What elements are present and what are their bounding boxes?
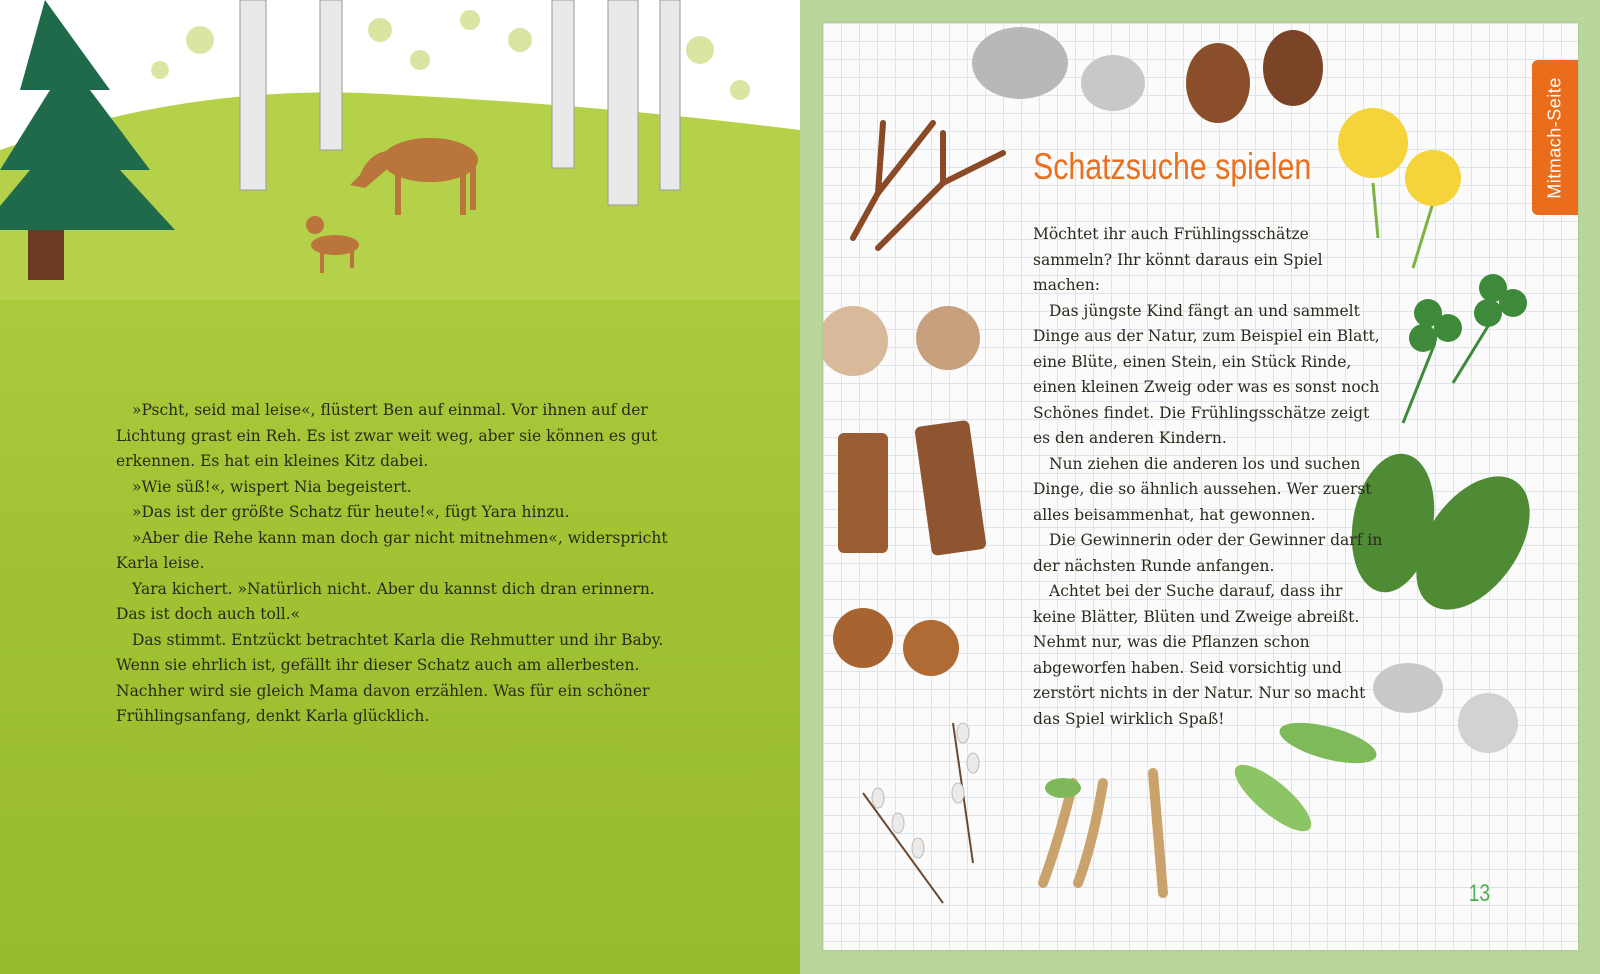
pea-pod <box>1226 755 1320 841</box>
instruction-paragraph: Nun ziehen die anderen los und suchen Dinge, die so ähnlich aussehen. Wer zuerst alles beisammenhat, hat gewonnen. <box>1033 454 1372 524</box>
clovers <box>1403 274 1527 423</box>
instruction-paragraph: Das jüngste Kind fängt an und sammelt Dinge aus der Natur, zum Beispiel ein Blatt, eine Blüte, einen Stein, ein Stück Rinde, einen kleinen Zweig oder was es sonst noch Schönes findet. Die Frühlingsschätze zeigt es den anderen Kindern. <box>1033 301 1380 447</box>
instruction-paragraph: Möchtet ihr auch Frühlingsschätze sammeln? Ihr könnt daraus ein Spiel machen: <box>1033 225 1323 294</box>
willow-twigs <box>863 723 973 903</box>
forest-illustration <box>0 0 800 300</box>
story-paragraph: »Wie süß!«, wispert Nia begeistert. <box>132 477 412 496</box>
instruction-paragraph: Achtet bei der Suche darauf, dass ihr keine Blätter, Blüten und Zweige abreißt. Nehmt nur, was die Pflanzen schon abgeworfen haben. Seid vorsichtig und zerstört nichts in der Natur. Nur so macht das Spiel wirklich Spaß! <box>1033 582 1366 728</box>
snail-shell <box>823 306 888 376</box>
story-paragraph: »Aber die Rehe kann man doch gar nicht mitnehmen«, widerspricht Karla leise. <box>116 528 668 572</box>
pine-cone <box>1186 43 1250 123</box>
story-paragraph: Yara kichert. »Natürlich nicht. Aber du kannst dich dran erinnern. Das ist doch auch toll.« <box>116 579 655 623</box>
bark <box>914 420 987 556</box>
pebble <box>1373 663 1443 713</box>
hazelnut <box>833 608 893 668</box>
pine-cone <box>1263 30 1323 106</box>
section-tab <box>1532 60 1578 215</box>
bark <box>838 433 888 553</box>
story-paragraph: »Das ist der größte Schatz für heute!«, fügt Yara hinzu. <box>132 503 570 521</box>
instruction-paragraph: Die Gewinnerin oder der Gewinner darf in der nächsten Runde anfangen. <box>1033 531 1383 575</box>
activity-instructions <box>1033 222 1383 732</box>
story-text <box>116 398 686 730</box>
pebble <box>1458 693 1518 753</box>
page-number: 13 <box>1468 880 1491 907</box>
stone <box>972 27 1068 99</box>
stone <box>1081 55 1145 111</box>
snail-shell <box>916 306 980 370</box>
sticks <box>853 123 1003 248</box>
story-paragraph: »Pscht, seid mal leise«, flüstert Ben auf einmal. Vor ihnen auf der Lichtung grast ein Reh. Es ist zwar weit weg, aber sie können es gut erkennen. Es hat ein kleines Kitz dabei. <box>116 401 658 470</box>
hazelnut <box>903 620 959 676</box>
catkins <box>1043 773 1163 893</box>
section-tab-label: Mitmach-Seite <box>1544 76 1565 199</box>
page-title: Schatzsuche spielen <box>1033 146 1312 187</box>
story-paragraph: Das stimmt. Entzückt betrachtet Karla die Rehmutter und ihr Baby. Wenn sie ehrlich ist, gefällt ihr dieser Schatz auch am allerbesten. Nachher wird sie gleich Mama davon erzählen. Was für ein schöner Frühlingsanfang, denkt Karla glücklich. <box>116 630 664 725</box>
